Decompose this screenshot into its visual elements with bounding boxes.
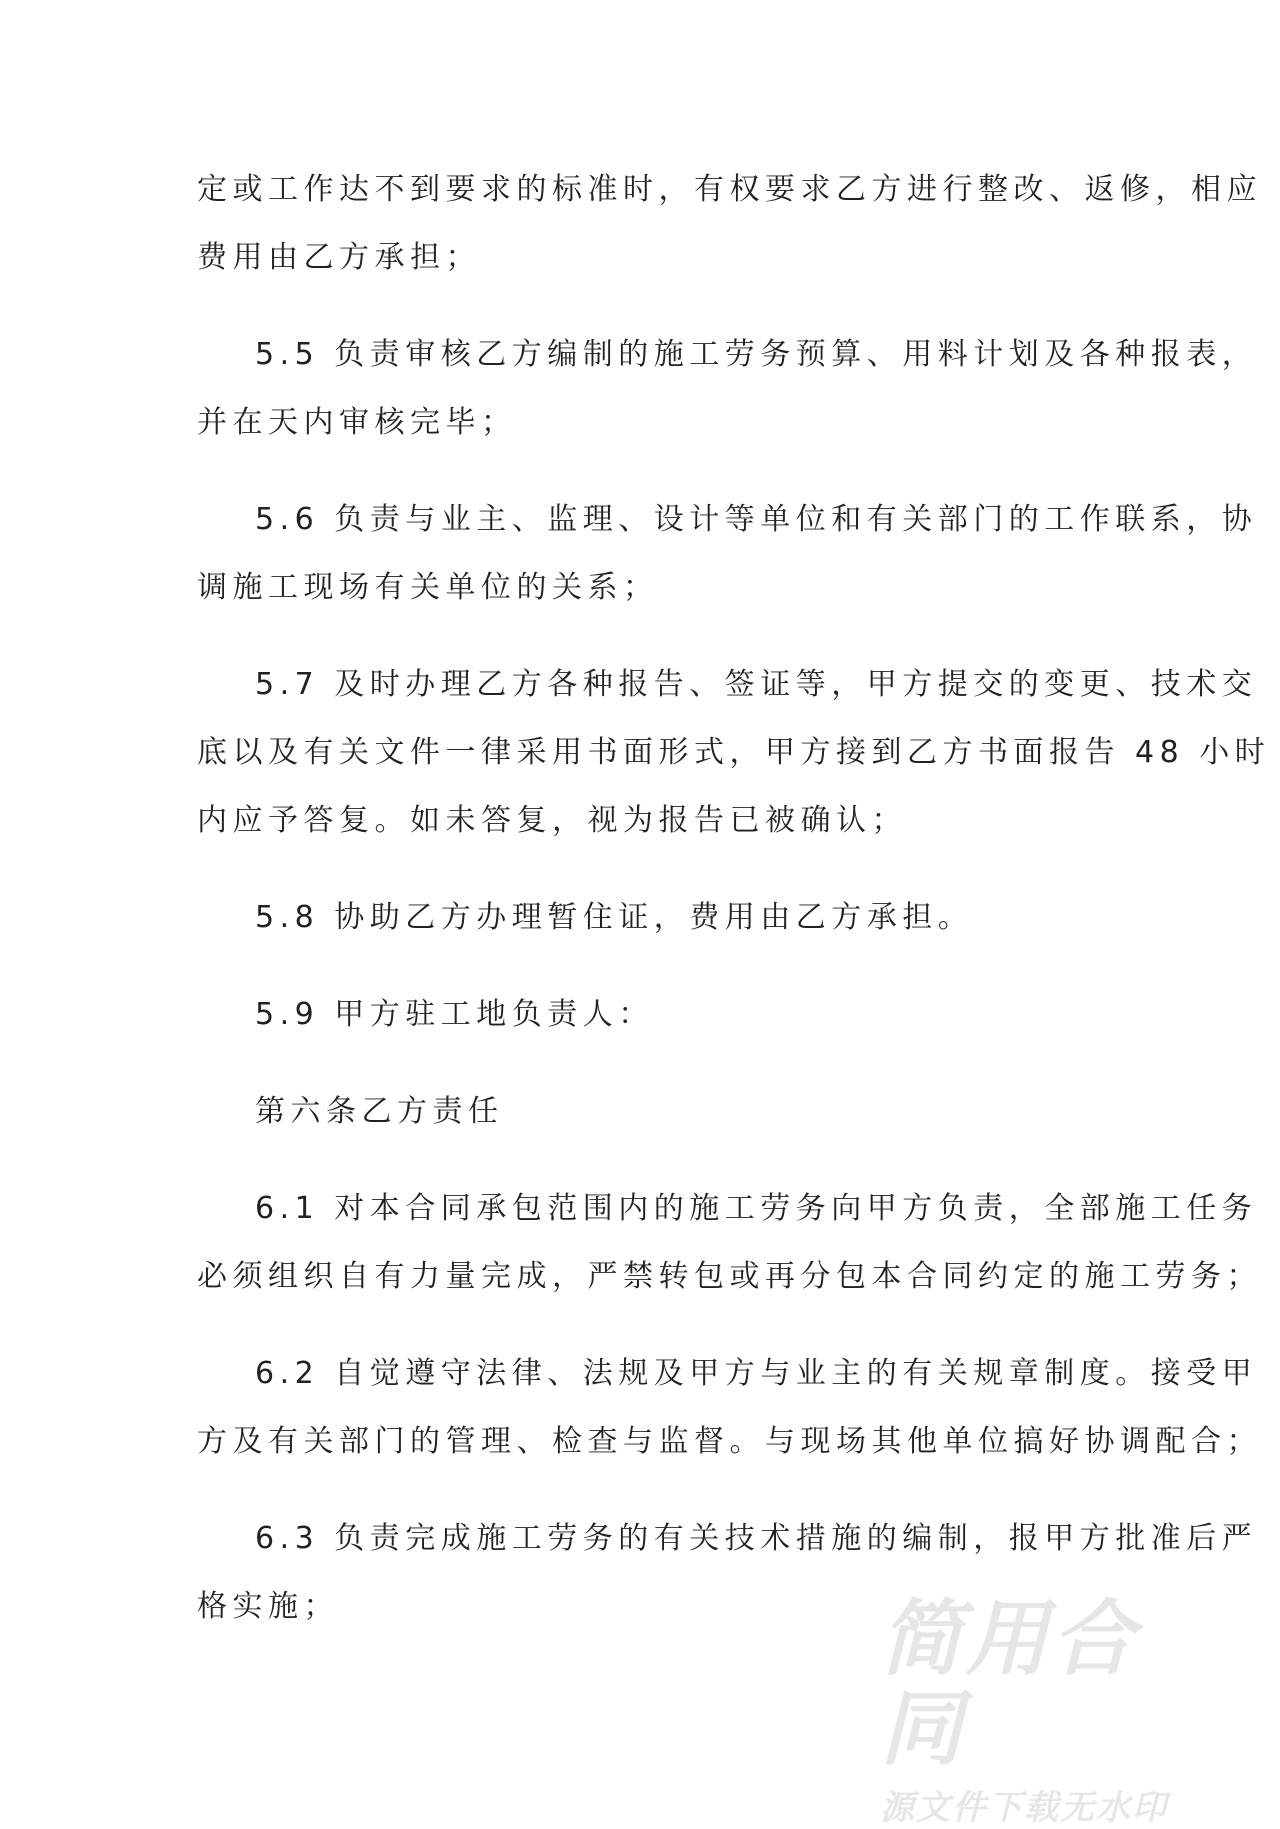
text-line: 格实施； <box>197 1589 339 1624</box>
watermark-title: 简用合同 <box>880 1592 1138 1777</box>
clause-5-7: 5.7 及时办理乙方各种报告、签证等，甲方提交的变更、技术交 <box>255 667 1258 702</box>
text-line: 必须组织自有力量完成，严禁转包或再分包本合同约定的施工劳务； <box>197 1259 1262 1294</box>
clause-6-1: 6.1 对本合同承包范围内的施工劳务向甲方负责，全部施工任务 <box>255 1191 1258 1226</box>
clause-5-9: 5.9 甲方驻工地负责人： <box>255 997 654 1032</box>
section-heading-article-6: 第六条乙方责任 <box>255 1094 504 1129</box>
watermark <box>880 1592 1210 1829</box>
clause-6-2: 6.2 自觉遵守法律、法规及甲方与业主的有关规章制度。接受甲 <box>255 1356 1258 1391</box>
text-line: 并在天内审核完毕； <box>197 405 517 440</box>
clause-5-8: 5.8 协助乙方办理暂住证，费用由乙方承担。 <box>255 900 974 935</box>
text-line: 定或工作达不到要求的标准时，有权要求乙方进行整改、返修，相应 <box>197 172 1262 207</box>
text-line: 费用由乙方承担； <box>197 240 481 275</box>
text-line: 底以及有关文件一律采用书面形式，甲方接到乙方书面报告 48 小时 <box>197 735 1271 770</box>
clause-5-6: 5.6 负责与业主、监理、设计等单位和有关部门的工作联系，协 <box>255 502 1258 537</box>
text-line: 方及有关部门的管理、检查与监督。与现场其他单位搞好协调配合； <box>197 1424 1262 1459</box>
clause-6-3: 6.3 负责完成施工劳务的有关技术措施的编制，报甲方批准后严 <box>255 1521 1258 1556</box>
text-line: 调施工现场有关单位的关系； <box>197 570 659 605</box>
clause-5-5: 5.5 负责审核乙方编制的施工劳务预算、用料计划及各种报表， <box>255 337 1258 372</box>
text-line: 内应予答复。如未答复，视为报告已被确认； <box>197 803 907 838</box>
watermark-subtitle: 源文件下载无水印 <box>880 1788 1168 1828</box>
